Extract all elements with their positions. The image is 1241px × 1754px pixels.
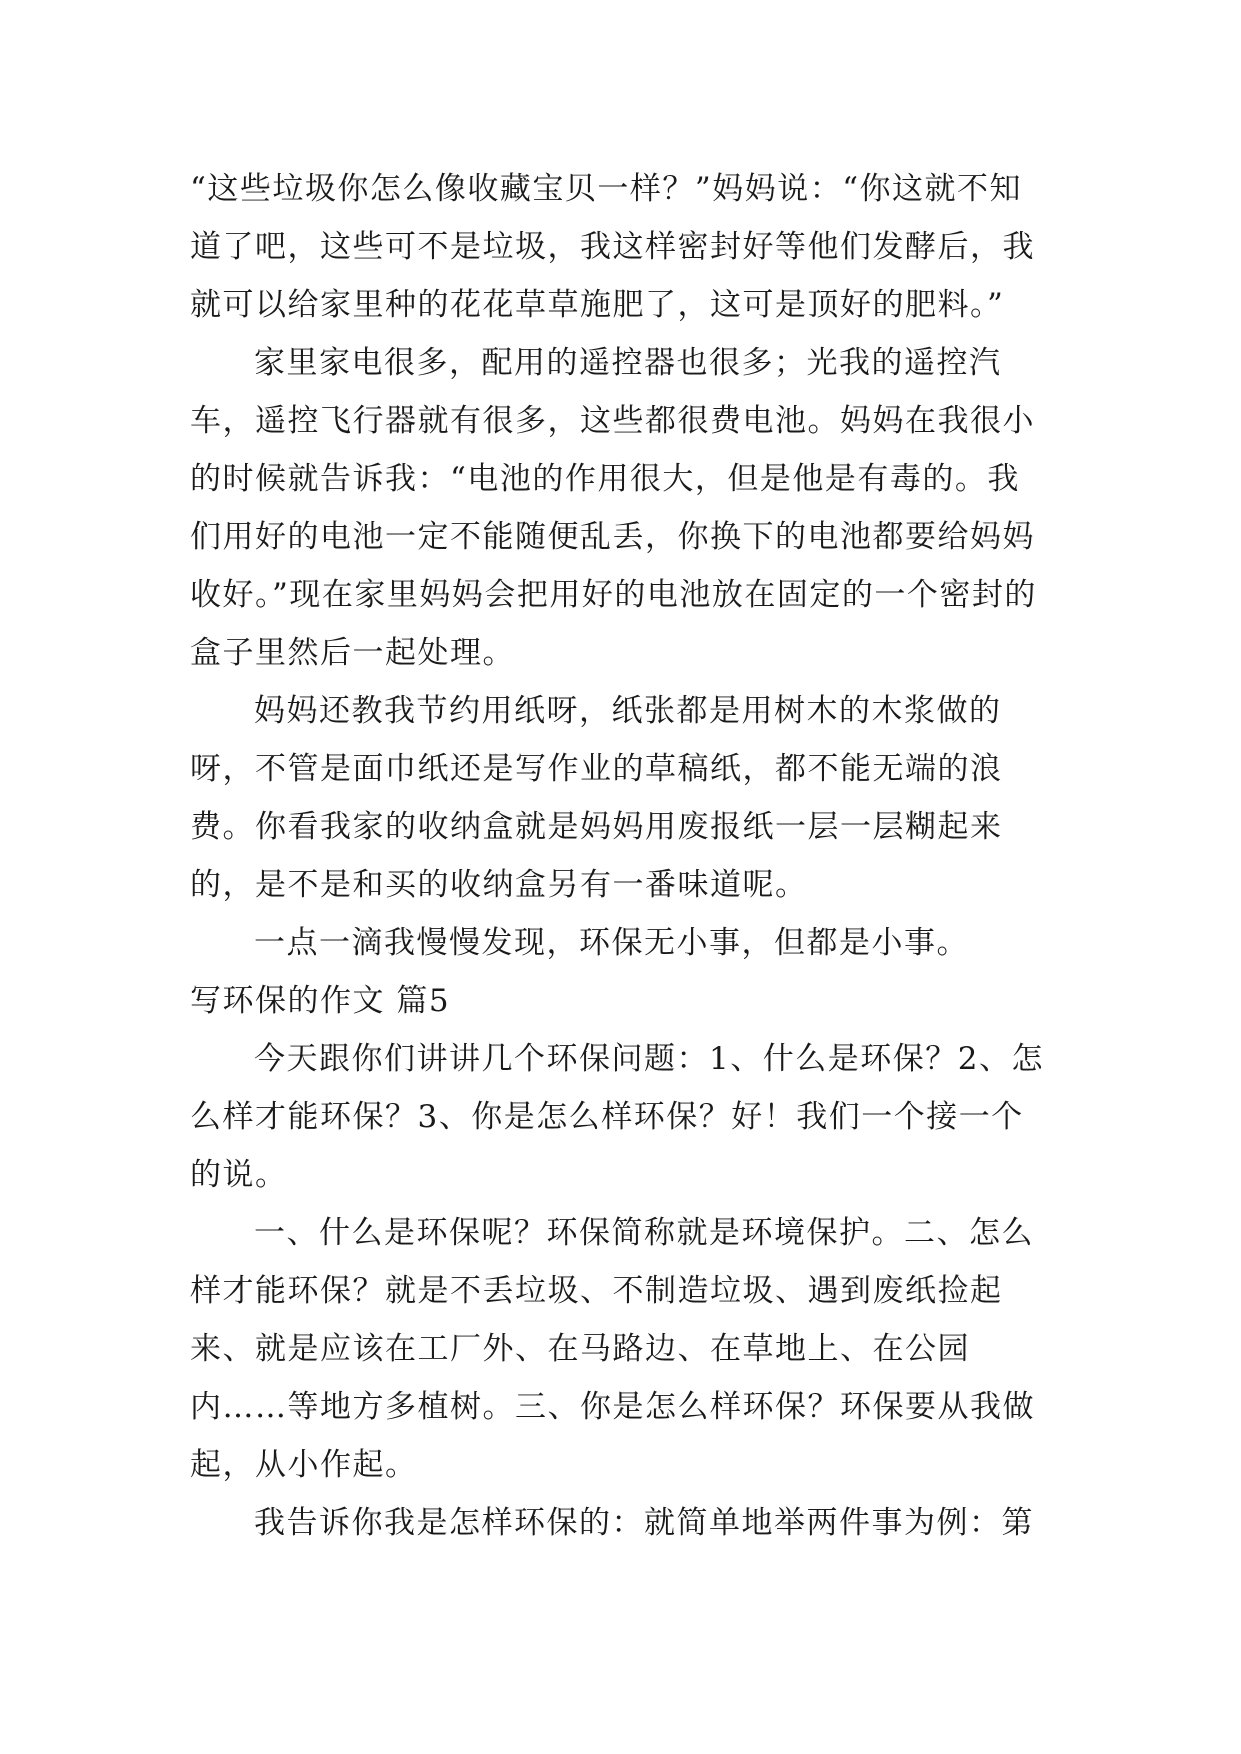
paragraph: 家里家电很多，配用的遥控器也很多；光我的遥控汽车，遥控飞行器就有很多，这些都很费电池。妈妈在我很小的时候就告诉我：“电池的作用很大，但是他是有毒的。我们用好的电池一定不能随便乱丢，你换下的电池都要给妈妈收好。”现在家里妈妈会把用好的电池放在固定的一个密封的盒子里然后一起处理。 [190,345,1037,671]
paragraph: 一点一滴我慢慢发现，环保无小事，但都是小事。 [254,925,969,961]
paragraph: 今天跟你们讲讲几个环保问题：1、什么是环保？2、怎么样才能环保？3、你是怎么样环保？好！我们一个接一个的说。 [190,1041,1044,1193]
paragraph: “这些垃圾你怎么像收藏宝贝一样？”妈妈说：“你这就不知道了吧，这些可不是垃圾，我这样密封好等他们发酵后，我就可以给家里种的花花草草施肥了，这可是顶好的肥料。” [190,171,1035,323]
paragraph: 一、什么是环保呢？环保简称就是环境保护。二、怎么样才能环保？就是不丢垃圾、不制造垃圾、遇到废纸捡起来、就是应该在工厂外、在马路边、在草地上、在公园内……等地方多植树。三、你是怎么样环保？环保要从我做起，从小作起。 [190,1215,1035,1483]
document-body [190,160,1050,1552]
paragraph: 我告诉你我是怎样环保的：就简单地举两件事为例：第 [254,1505,1034,1541]
paragraph: 妈妈还教我节约用纸呀，纸张都是用树木的木浆做的呀，不管是面巾纸还是写作业的草稿纸，都不能无端的浪费。你看我家的收纳盒就是妈妈用废报纸一层一层糊起来的，是不是和买的收纳盒另有一番味道呢。 [190,693,1003,903]
section-heading: 写环保的作文 篇5 [190,983,451,1019]
